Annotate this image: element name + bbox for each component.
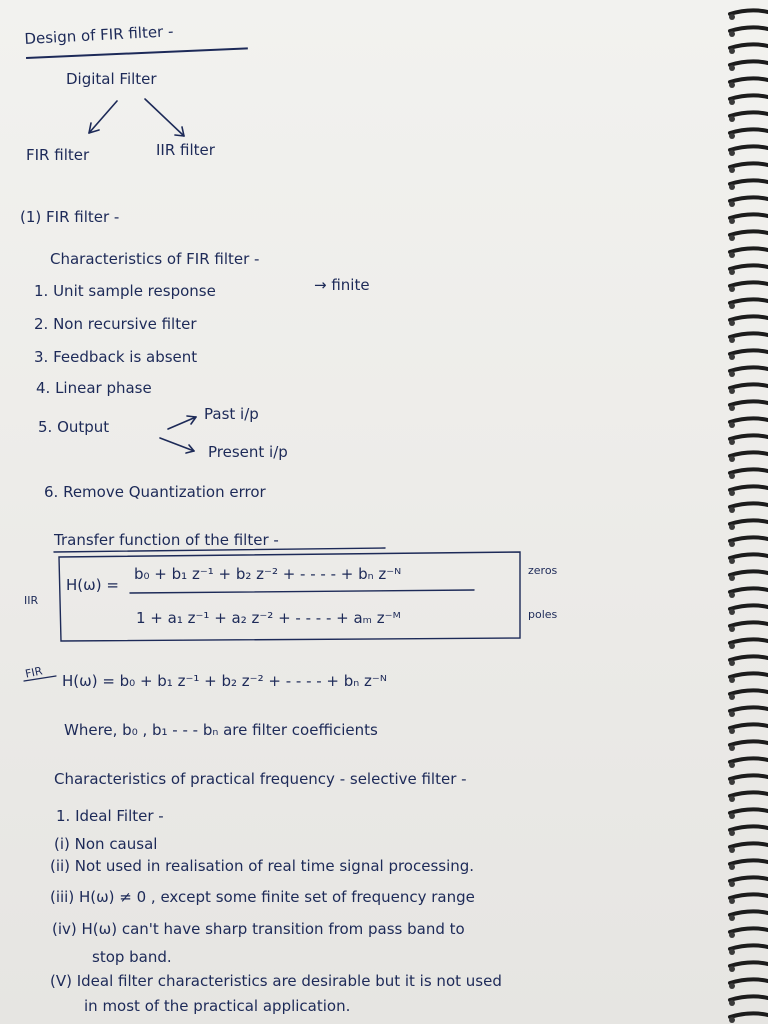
spiral-coil xyxy=(730,27,768,31)
binding-hole xyxy=(729,31,735,37)
spiral-coil xyxy=(730,928,768,932)
spiral-coil xyxy=(730,180,768,184)
char-item-2: 2. Non recursive filter xyxy=(34,315,197,333)
binding-hole xyxy=(729,422,735,428)
spiral-coil xyxy=(730,282,768,286)
spiral-coil xyxy=(730,894,768,898)
spiral-coil xyxy=(730,554,768,558)
binding-hole xyxy=(729,65,735,71)
spiral-coil xyxy=(730,401,768,405)
spiral-coil xyxy=(730,163,768,167)
spiral-coil xyxy=(730,996,768,1000)
tree-root-label: Digital Filter xyxy=(66,70,157,88)
spiral-coil xyxy=(730,792,768,796)
spiral-coil xyxy=(730,962,768,966)
binding-hole xyxy=(729,252,735,258)
binding-hole xyxy=(729,864,735,870)
binding-hole xyxy=(729,82,735,88)
binding-hole xyxy=(729,711,735,717)
binding-hole xyxy=(729,116,735,122)
spiral-coil xyxy=(730,214,768,218)
section-fir-filter: (1) FIR filter - xyxy=(20,208,120,226)
binding-hole xyxy=(729,235,735,241)
spiral-coil xyxy=(730,61,768,65)
binding-hole xyxy=(729,609,735,615)
spiral-coil xyxy=(730,265,768,269)
binding-hole xyxy=(729,626,735,632)
binding-hole xyxy=(729,1000,735,1006)
spiral-coil xyxy=(730,78,768,82)
binding-hole xyxy=(729,201,735,207)
binding-hole xyxy=(729,456,735,462)
spiral-coil xyxy=(730,367,768,371)
spiral-coil xyxy=(730,690,768,694)
spiral-coil xyxy=(730,537,768,541)
spiral-coil xyxy=(730,452,768,456)
fir-equation: H(ω) = b₀ + b₁ z⁻¹ + b₂ z⁻² + - - - - + bₙ z⁻ᴺ xyxy=(62,672,387,690)
spiral-coil xyxy=(730,724,768,728)
spiral-coil xyxy=(730,809,768,813)
ideal-point-iv-line1: (iv) H(ω) can't have sharp transition from pass band to xyxy=(52,920,465,938)
ideal-point-v-line1: (V) Ideal filter characteristics are desirable but it is not used xyxy=(50,972,502,990)
transfer-function-title: Transfer function of the filter - xyxy=(54,531,279,549)
tree-right-label: IIR filter xyxy=(156,141,215,159)
char-item-3: 3. Feedback is absent xyxy=(34,348,198,366)
binding-hole xyxy=(729,14,735,20)
fir-label: FIR xyxy=(24,664,44,681)
spiral-coil xyxy=(730,10,768,14)
characteristics-title: Characteristics of FIR filter - xyxy=(50,250,260,268)
binding-hole xyxy=(729,881,735,887)
tree-left-label: FIR filter xyxy=(26,146,90,164)
binding-hole xyxy=(729,932,735,938)
spiral-coil xyxy=(730,197,768,201)
binding-hole xyxy=(729,694,735,700)
spiral-coil xyxy=(730,384,768,388)
ideal-filter-title: 1. Ideal Filter - xyxy=(56,807,164,825)
spiral-coil xyxy=(730,486,768,490)
binding-hole xyxy=(729,966,735,972)
spiral-binding xyxy=(724,0,768,1024)
ideal-point-iv-line2: stop band. xyxy=(92,948,172,966)
binding-hole xyxy=(729,830,735,836)
binding-hole xyxy=(729,915,735,921)
binding-hole xyxy=(729,184,735,190)
char-item-1: 1. Unit sample response xyxy=(34,282,216,300)
spiral-coil xyxy=(730,911,768,915)
page-heading: Design of FIR filter - xyxy=(24,22,174,48)
binding-hole xyxy=(729,524,735,530)
iir-numerator: b₀ + b₁ z⁻¹ + b₂ z⁻² + - - - - + bₙ z⁻ᴺ xyxy=(134,565,402,583)
binding-hole xyxy=(729,762,735,768)
spiral-coil xyxy=(730,435,768,439)
binding-hole xyxy=(729,660,735,666)
binding-hole xyxy=(729,269,735,275)
spiral-coil xyxy=(730,350,768,354)
spiral-coil xyxy=(730,503,768,507)
ideal-point-ii: (ii) Not used in realisation of real time signal processing. xyxy=(50,857,475,875)
binding-hole xyxy=(729,150,735,156)
iir-zeros-label: zeros xyxy=(528,564,558,577)
binding-hole xyxy=(729,558,735,564)
iir-label: IIR xyxy=(24,594,39,607)
spiral-coil xyxy=(730,333,768,337)
binding-hole xyxy=(729,643,735,649)
spiral-coil xyxy=(730,316,768,320)
binding-hole xyxy=(729,490,735,496)
binding-hole xyxy=(729,167,735,173)
binding-hole xyxy=(729,728,735,734)
ideal-point-iii: (iii) H(ω) ≠ 0 , except some finite set of frequency range xyxy=(50,888,475,906)
binding-hole xyxy=(729,286,735,292)
spiral-coil xyxy=(730,248,768,252)
spiral-coil xyxy=(730,622,768,626)
spiral-coil xyxy=(730,741,768,745)
spiral-coil xyxy=(730,146,768,150)
binding-hole xyxy=(729,371,735,377)
iir-poles-label: poles xyxy=(528,608,558,621)
binding-hole xyxy=(729,507,735,513)
spiral-coil xyxy=(730,843,768,847)
spiral-coil xyxy=(730,95,768,99)
binding-hole xyxy=(729,813,735,819)
binding-hole xyxy=(729,983,735,989)
binding-hole xyxy=(729,779,735,785)
spiral-coil xyxy=(730,299,768,303)
spiral-coil xyxy=(730,588,768,592)
binding-hole xyxy=(729,847,735,853)
iir-lhs: H(ω) = xyxy=(66,576,119,594)
spiral-coil xyxy=(730,520,768,524)
binding-hole xyxy=(729,745,735,751)
spiral-coil xyxy=(730,418,768,422)
binding-hole xyxy=(729,575,735,581)
coefficients-note: Where, b₀ , b₁ - - - bₙ are filter coefficients xyxy=(64,721,378,739)
spiral-coil xyxy=(730,979,768,983)
char-item-4: 4. Linear phase xyxy=(36,379,152,397)
spiral-coil xyxy=(730,860,768,864)
spiral-coil xyxy=(730,639,768,643)
binding-hole xyxy=(729,405,735,411)
practical-filter-title: Characteristics of practical frequency - selective filter - xyxy=(54,770,467,788)
spiral-coil xyxy=(730,945,768,949)
binding-hole xyxy=(729,439,735,445)
binding-hole xyxy=(729,949,735,955)
ideal-point-i: (i) Non causal xyxy=(54,835,158,853)
binding-hole xyxy=(729,388,735,394)
spiral-coil xyxy=(730,605,768,609)
spiral-coil xyxy=(730,877,768,881)
spiral-coil xyxy=(730,758,768,762)
binding-hole xyxy=(729,303,735,309)
spiral-coil xyxy=(730,469,768,473)
binding-hole xyxy=(729,541,735,547)
spiral-coil xyxy=(730,129,768,133)
ideal-point-v-line2: in most of the practical application. xyxy=(84,997,351,1015)
char-item-5-present: Present i/p xyxy=(208,443,288,461)
spiral-coil xyxy=(730,231,768,235)
binding-hole xyxy=(729,320,735,326)
binding-hole xyxy=(729,99,735,105)
binding-hole xyxy=(729,473,735,479)
spiral-coil xyxy=(730,775,768,779)
spiral-coil xyxy=(730,656,768,660)
spiral-coil xyxy=(730,673,768,677)
spiral-coil xyxy=(730,44,768,48)
binding-hole xyxy=(729,133,735,139)
binding-hole xyxy=(729,677,735,683)
spiral-coil xyxy=(730,826,768,830)
spiral-coil xyxy=(730,112,768,116)
char-item-1-result: → finite xyxy=(314,276,370,294)
spiral-coil xyxy=(730,571,768,575)
char-item-6: 6. Remove Quantization error xyxy=(44,483,266,501)
binding-hole xyxy=(729,592,735,598)
binding-hole xyxy=(729,218,735,224)
binding-hole xyxy=(729,337,735,343)
binding-hole xyxy=(729,796,735,802)
binding-hole xyxy=(729,354,735,360)
binding-hole xyxy=(729,48,735,54)
spiral-coil xyxy=(730,707,768,711)
binding-hole xyxy=(729,898,735,904)
spiral-coil xyxy=(730,1013,768,1017)
iir-denominator: 1 + a₁ z⁻¹ + a₂ z⁻² + - - - - + aₘ z⁻ᴹ xyxy=(136,609,401,627)
char-item-5: 5. Output xyxy=(38,418,110,436)
char-item-5-past: Past i/p xyxy=(204,405,259,423)
binding-hole xyxy=(729,1017,735,1023)
